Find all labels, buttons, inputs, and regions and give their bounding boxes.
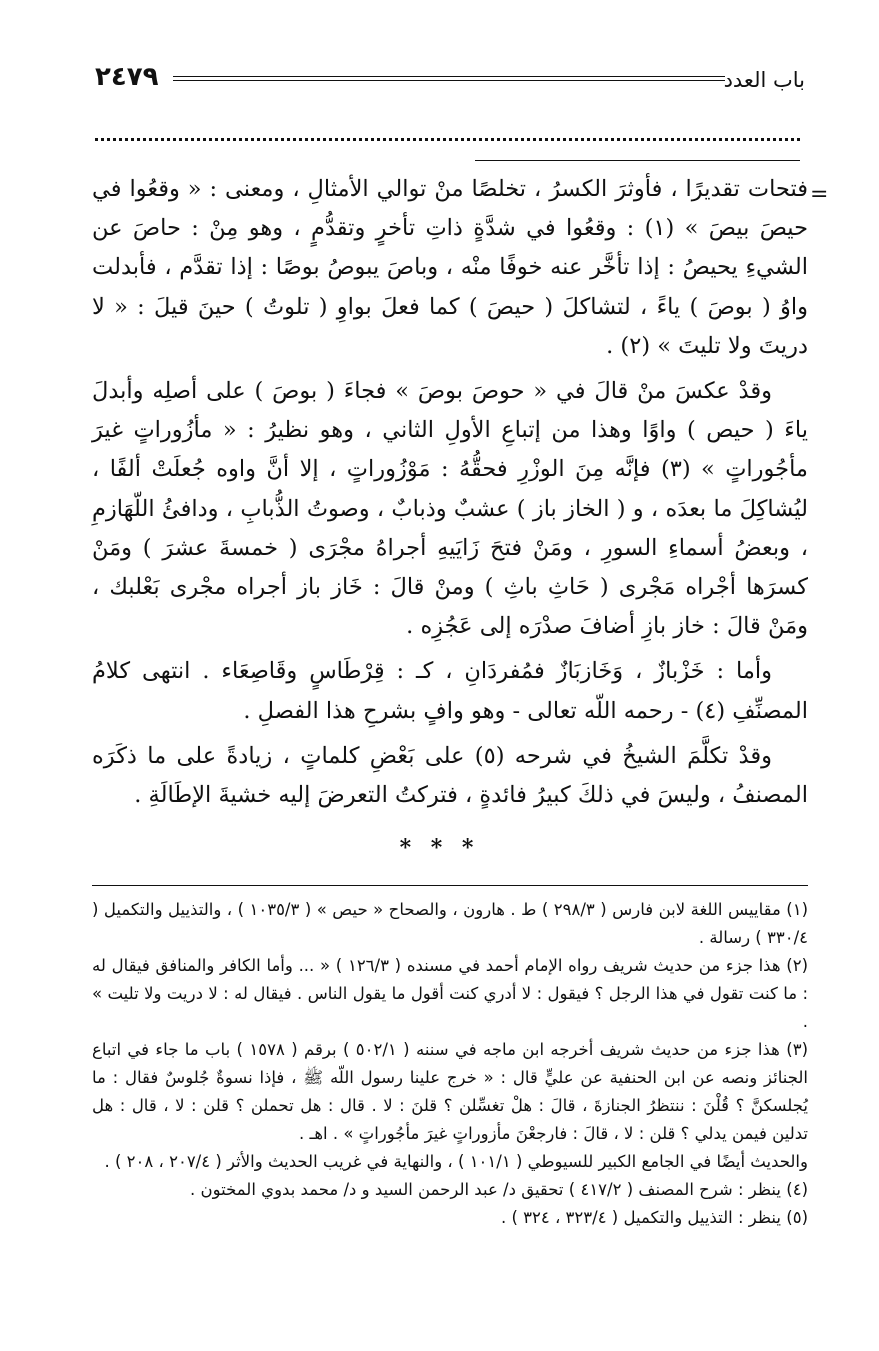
paragraph: وقدْ تكلَّمَ الشيخُ في شرحه (٥) على بَعْضِ كلماتٍ ، زيادةً على ما ذكَرَه المصنفُ ، وليسَ في ذلكَ كبيرُ فائدةٍ ، فتركتُ التعرضَ إليه خشيةَ الإطَالَةِ . [92, 742, 808, 809]
continuation-rule [475, 160, 800, 161]
paragraph: وأما : خَزْبازٌ ، وَخَازبَازٌ فمُفردَانِ ، كـ : قِرْطَاسٍ وقَاصِعَاء . انتهى كلامُ المصنِّفِ (٤) - رحمه اللّه تعالى - وهو وافٍ بشرحِ هذا الفصلِ . [92, 658, 808, 724]
page-number: ٢٤٧٩ [95, 62, 159, 92]
footnote: (٢) هذا جزء من حديث شريف رواه الإمام أحمد في مسنده ( ١٢٦/٣ ) « ... وأما الكافر والمنافق فيقال له : ما كنت تقول في هذا الرجل ؟ فيقول : لا أدري كنت أقول ما يقول الناس . فيقال له : لا دريت ولا تليت » . [92, 956, 808, 1031]
paragraph: فتحات تقديرًا ، فأوثرَ الكسرُ ، تخلصًا منْ توالي الأمثالِ ، ومعنى : « وقعُوا في حيصَ بيصَ » (١) : وقعُوا في شدَّةٍ ذاتِ تأخرٍ وتقدُّمٍ ، وهو مِنْ : حاصَ عن الشيءِ يحيصُ : إذا تأخَّر عنه خوفًا منْه ، وباصَ يبوصُ بوصًا : إذا تقدَّم ، فأبدلت واوُ ( بوصَ ) ياءً ، لتشاكلَ ( حيصَ ) كما فعلَ بواوِ ( تلوتُ ) حينَ قيلَ : « لا دريتَ ولا تليتَ » (٢) . [92, 176, 808, 359]
footnotes [92, 896, 808, 1232]
footnote: (٣) هذا جزء من حديث شريف أخرجه ابن ماجه في سننه ( ٥٠٢/١ ) برقم ( ١٥٧٨ ) باب ما جاء في اتباع الجنائز ونصه عن ابن الحنفية عن عليٍّ قال : « خرج علينا رسول اللّه ﷺ ، فإذا نسوةٌ جُلوسٌ فقال : ما يُجلسكنَّ ؟ قُلْنَ : ننتظرُ الجنازةَ ، قالَ : هلْ تغسِّلن ؟ قلنَ : لا . قال : هل تحملن ؟ قلن : لا ، قال : هل تدلين فيمن يدلي ؟ قلن : لا ، قالَ : فارجعْنَ مأزوراتٍ غيرَ مأجُوراتٍ » . اهـ . [92, 1040, 809, 1143]
footnote: والحديث أيضًا في الجامع الكبير للسيوطي ( ١٠١/١ ) ، والنهاية في غريب الحديث والأثر ( ٢٠٧/٤ ، ٢٠٨ ) . [104, 1152, 808, 1171]
header-rule [173, 76, 725, 81]
footnote: (٥) ينظر : التذييل والتكميل ( ٣٢٣/٤ ، ٣٢٤ ) . [500, 1208, 808, 1227]
footnote-rule [92, 885, 808, 886]
main-text [92, 170, 808, 815]
running-header [95, 62, 805, 92]
dotted-divider [95, 138, 800, 141]
section-title: باب العدد [723, 68, 805, 92]
footnote: (١) مقاييس اللغة لابن فارس ( ٢٩٨/٣ ) ط . هارون ، والصحاح « حيص » ( ١٠٣٥/٣ ) ، والتذييل والتكميل ( ٣٣٠/٤ ) رسالة . [92, 900, 808, 947]
section-separator: * * * [399, 835, 480, 861]
continuation-mark: = [810, 182, 829, 207]
paragraph: وقدْ عكسَ منْ قالَ في « حوصَ بوصَ » فجاءَ ( بوصَ ) على أصلِه وأبدلَ ياءَ ( حيص ) واوًا وهذا من إتباعِ الأولِ الثاني ، وهو نظيرُ : « مأزُوراتٍ غيرَ مأجُوراتٍ » (٣) فإنَّه مِنَ الوزْرِ فحقُّهُ : مَوْزُوراتٍ ، إلا أنَّ واوه جُعلَتْ ألفًا ، ليُشاكِلَ ما بعدَه ، و ( الخاز باز ) عشبٌ وذبابٌ ، وصوتُ الذُّبابِ ، ودافئُ اللّهَازمِ ، وبعضُ أسماءِ السورِ ، ومَنْ فتحَ زَايَيهِ أجراهُ مجْرَى ( خمسةَ عشرَ ) ومَنْ كسرَها أجْراه مَجْرى ( حَاثِ باثِ ) ومنْ قالَ : خَاز باز أجراه مجْرى بَعْلبك ، ومَنْ قالَ : خاز بازِ أضافَ صدْرَه إلى عَجُزِه . [92, 378, 808, 640]
footnote: (٤) ينظر : شرح المصنف ( ٤١٧/٢ ) تحقيق د/ عبد الرحمن السيد و د/ محمد بدوي المختون . [190, 1180, 808, 1199]
